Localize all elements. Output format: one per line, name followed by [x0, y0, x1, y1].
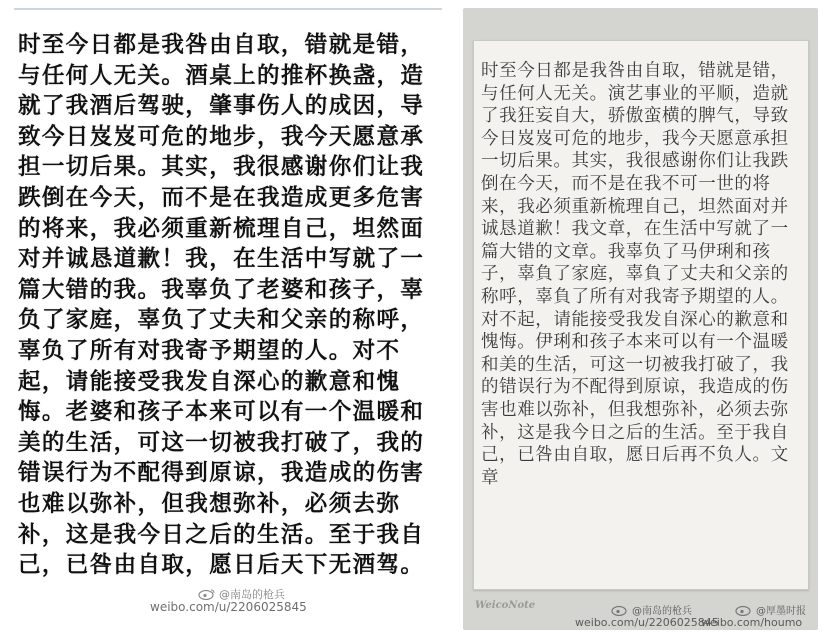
- right-screenshot-panel: [463, 8, 818, 630]
- weico-note-logo: WeicoNote: [475, 600, 536, 611]
- weibo-icon: [611, 604, 629, 616]
- weibo-icon: [735, 604, 753, 616]
- left-statement-text: 时至今日都是我咎由自取，错就是错，与任何人无关。酒桌上的推杯换盏，造就了我酒后驾驶，肇事伤人的成因，导致今日岌岌可危的地步，我今天愿意承担一切后果。其实，我很感谢你们让我跌倒在今天，而不是在我造成更多危害的将来，我必须重新梳理自己，坦然面对并诚恳道歉！我，在生活中写就了一篇大错的我。我辜负了老婆和孩子，辜负了家庭，辜负了丈夫和父亲的称呼，辜负了所有对我寄予期望的人。对不起，请能接受我发自深心的歉意和愧悔。老婆和孩子本来可以有一个温暖和美的生活，可这一切被我打破了，我的错误行为不配得到原谅，我造成的伤害也难以弥补，但我想弥补，必须去弥补，这是我今日之后的生活。至于我自己，已咎由自取，愿日后天下无酒驾。: [18, 32, 425, 579]
- watermark-handle: @南岛的枪兵: [150, 588, 350, 601]
- status-divider: [14, 8, 442, 10]
- right-watermark-handle-2: @厚墨时报: [735, 602, 806, 617]
- right-watermark-url: weibo.com/u/2206025845: [575, 616, 719, 629]
- left-watermark: [150, 588, 350, 614]
- right-statement-text: 时至今日都是我咎由自取，错就是错，与任何人无关。演艺事业的平顺，造就了我狂妄自大，骄傲蛮横的脾气，导致今日岌岌可危的地步，我今天愿意承担一切后果。其实，我很感谢你们让我跌倒在今天，而不是在我不可一世的将来，我必须重新梳理自己，坦然面对并诚恳道歉！我文章，在生活中写就了一篇大错的文章。我辜负了马伊琍和孩子，辜負了家庭，辜負了丈夫和父亲的称呼，辜負了所有对我寄予期望的人。对不起，请能接受我发自深心的歉意和愧悔。伊琍和孩子本来可以有一个温暖和美的生活，可这一切被我打破了，我的错误行为不配得到原谅，我造成的伤害也难以弥补，但我想弥补，必须去弥补，这是我今日之后的生活。至于我自己，已咎由自取，愿日后再不负人。文章: [481, 61, 789, 488]
- right-watermark-url-2: weibo.com/houmo: [701, 616, 803, 629]
- watermark-url: weibo.com/u/2206025845: [150, 600, 307, 614]
- right-watermark-handle: @南岛的枪兵: [611, 602, 692, 617]
- weibo-icon: [198, 588, 216, 600]
